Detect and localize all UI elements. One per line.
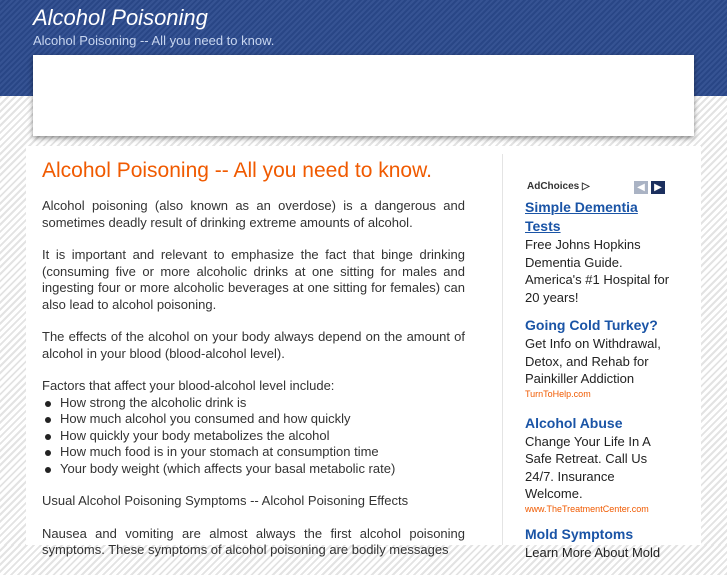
bullet-icon [45,417,51,423]
factors-intro: Factors that affect your blood-alcohol level include: [42,378,335,393]
factors-list [42,395,465,478]
list-item [42,428,465,445]
ad-item[interactable] [525,316,675,400]
ad-list [525,198,675,571]
next-arrow-icon[interactable]: ▶ [651,181,665,194]
bullet-icon [45,434,51,440]
ad-text: Learn More About Mold [525,544,661,560]
ad-text: Free Johns Hopkins Dementia Guide. America's #1 Hospital for 20 years! [525,237,670,305]
ad-text: Get Info on Withdrawal, Detox, and Rehab for Painkiller Addiction [525,336,661,386]
list-item-text: How much alcohol you consumed and how quickly [60,411,351,426]
list-item-text: Your body weight (which affects your basal metabolic rate) [60,460,396,476]
ad-title-link[interactable]: Alcohol Abuse [525,414,623,431]
list-item [42,411,465,428]
ad-banner[interactable] [33,55,694,136]
list-item-text: How strong the alcoholic drink is [60,394,247,410]
ad-text: Change Your Life In A Safe Retreat. Call Us 24/7. Insurance Welcome. [525,433,651,501]
bullet-icon [45,450,51,456]
symptoms-heading: Usual Alcohol Poisoning Symptoms -- Alcohol Poisoning Effects [42,493,409,508]
list-item [42,444,465,461]
ad-url-link[interactable]: TurnToHelp.com [525,388,591,399]
ad-item[interactable] [525,198,675,306]
ad-title-link[interactable]: Mold Symptoms [525,525,634,542]
ad-url-link[interactable]: www.TheTreatmentCenter.com [525,503,649,514]
list-item [42,461,465,478]
symptoms-text: Nausea and vomiting are almost always the first alcohol poisoning symptoms. These symptoms of alcohol poisoning are bodily messages [42,525,465,557]
ad-item[interactable] [525,414,675,515]
site-title[interactable]: Alcohol Poisoning [33,5,208,30]
article [42,158,465,575]
bullet-icon [45,401,51,407]
list-item-text: How much food is in your stomach at consumption time [60,444,379,459]
content-area [26,146,701,560]
article-paragraph: Alcohol poisoning (also known as an overdose) is a dangerous and sometimes deadly result of drinking extreme amounts of alcohol. [42,198,465,230]
bullet-icon [45,467,51,473]
article-heading: Alcohol Poisoning -- All you need to know. [42,159,432,182]
site-tagline: Alcohol Poisoning -- All you need to know. [33,33,275,48]
prev-arrow-icon[interactable]: ◀ [634,181,648,194]
column-divider [502,154,503,545]
list-item [42,395,465,412]
ad-item[interactable] [525,525,675,562]
ad-title-link[interactable]: Simple Dementia Tests [525,199,638,234]
list-item-text: How quickly your body metabolizes the alcohol [60,427,330,443]
adchoices-link[interactable]: AdChoices ▷ [527,181,590,192]
ad-title-link[interactable]: Going Cold Turkey? [525,317,658,333]
article-paragraph: It is important and relevant to emphasize the fact that binge drinking (consuming five or more alcoholic drinks at one sitting for males and ingesting four or more alcoholic beverages at one sitting for females) can also lead to alcohol poisoning. [42,247,465,312]
article-paragraph: The effects of the alcohol on your body always depend on the amount of alcohol in your blood (blood-alcohol level). [42,329,465,361]
